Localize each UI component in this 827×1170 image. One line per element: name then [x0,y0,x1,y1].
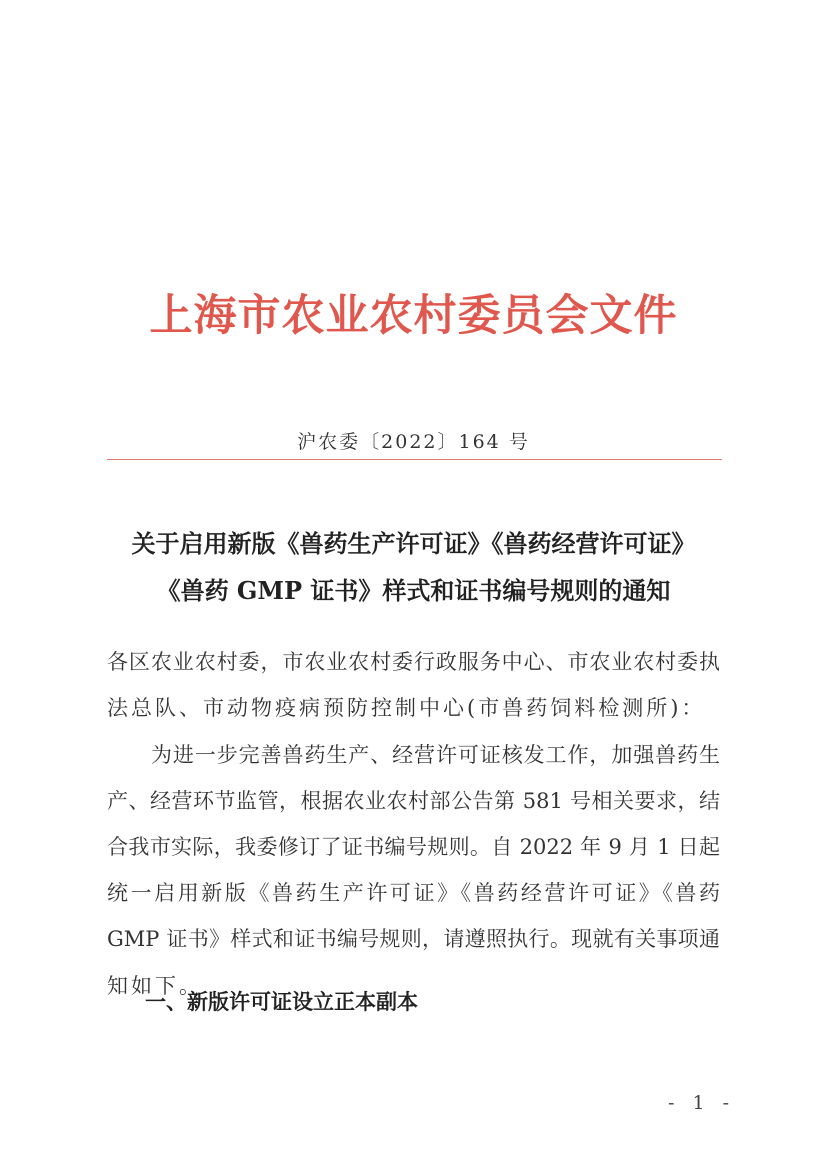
red-divider-line [107,459,722,460]
document-number: 沪农委〔2022〕164 号 [297,431,530,453]
issuing-organization-title: 上海市农业农村委员会文件 [149,291,678,341]
notice-title-line-2: 《兽药 GMP 证书》样式和证书编号规则的通知 [156,576,671,605]
section-heading: 一、新版许可证设立正本副本 [145,990,418,1014]
body-line: 法总队、市动物疫病预防控制中心(市兽药饲料检测所)： [107,696,706,720]
body-line: 各区农业农村委，市农业农村委行政服务中心、市农业农村委执 [107,650,720,674]
page-number: - 1 - [668,1092,736,1114]
body-line: 产、经营环节监管，根据农业农村部公告第 581 号相关要求，结 [107,789,720,813]
notice-title-line-1: 关于启用新版《兽药生产许可证》《兽药经营许可证》 [131,529,696,558]
body-line: GMP 证书》样式和证书编号规则，请遵照执行。现就有关事项通 [107,927,720,951]
body-line: 知如下。 [107,974,203,998]
body-line: 为进一步完善兽药生产、经营许可证核发工作，加强兽药生 [151,743,720,767]
body-line: 合我市实际，我委修订了证书编号规则。自 2022 年 9 月 1 日起 [107,835,720,859]
body-line: 统一启用新版《兽药生产许可证》《兽药经营许可证》《兽药 [107,881,720,905]
